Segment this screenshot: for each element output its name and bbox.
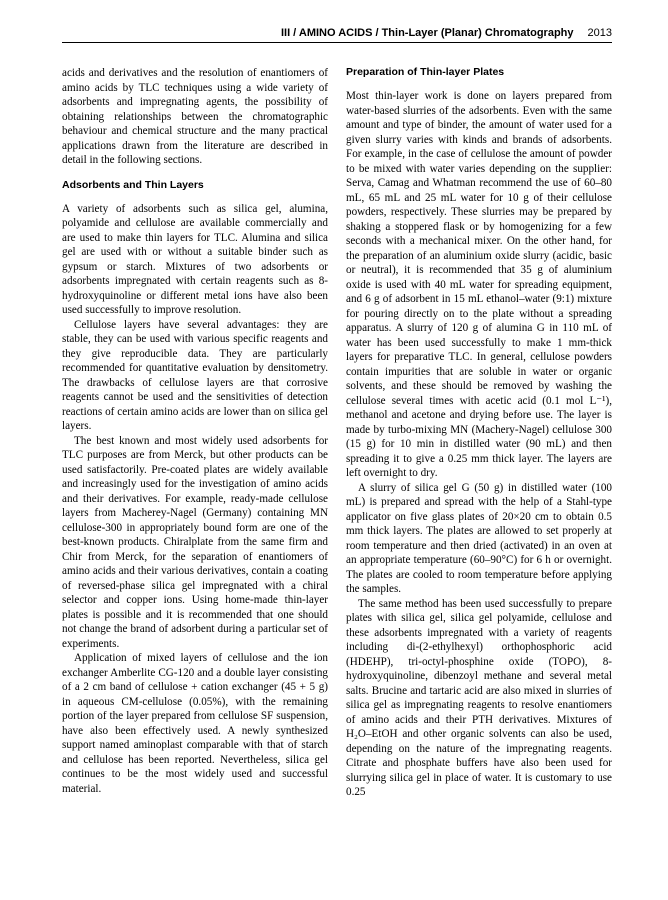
left-column [62, 66, 328, 796]
running-title: III / AMINO ACIDS / Thin-Layer (Planar) Chromatography [280, 27, 574, 39]
body-paragraph: A variety of adsorbents such as silica gel, alumina, polyamide and cellulose are available commercially and are used to make thin layers for TLC. Alumina and silica gel are used with or without a suitable binder such as gypsum or starch. Mixtures of two adsorbents or adsorbents impregnated with certain reagents such as 8-hydroxyquinoline or different metal ions have also been used successfully to improve resolution. [62, 202, 328, 316]
section-heading-preparation: Preparation of Thin-layer Plates [346, 66, 505, 78]
body-paragraph: Cellulose layers have several advantages: they are stable, they can be used with various specific reagents and they give reproducible data. They are particularly recommended for quantitative evaluation by densitometry. The drawbacks of cellulose layers are that corrosive reagents cannot be used and the sensitivities of detection reactions of certain amino acids are lower than on silica gel layers. [62, 318, 328, 432]
section-heading-adsorbents: Adsorbents and Thin Layers [62, 178, 204, 191]
body-paragraph: Application of mixed layers of cellulose and the ion exchanger Amberlite CG-120 and a double layer consisting of a 2 cm band of cellulose + cation exchanger (45 + 5 g) in aqueous CM-cellulose (0.05%), with the remaining portion of the layer prepared from cellulose SF suspension, have also been effectively used. A newly synthesized support named aminoplast comparable with that of starch and cellulose has been reported. Nevertheless, silica gel continues to be the most widely used and successful material. [62, 652, 328, 795]
page-number: 2013 [587, 27, 612, 39]
body-paragraph: The same method has been used successfully to prepare plates with silica gel, silica gel polyamide, cellulose and these adsorbents impregnated with a variety of reagents including di-(2-ethylhexyl) orthophosphoric acid (HDEHP), tri-octyl-phosphine oxide (TOPO), 8-hydroxyquinoline, dibenzoyl methane and several metal salts. Brucine and tartaric acid are also mixed in slurries of silica gel as impregnating reagents to resolve enantiomers of amino acids and their PTH derivatives. Mixtures of H₂O–EtOH and other organic solvents can also be used, depending on the nature of the impregnating reagents. Citrate and phosphate buffers have also been used for slurrying silica gel in place of water. It is customary to use 0.25 [346, 597, 612, 798]
body-paragraph: The best known and most widely used adsorbents for TLC purposes are from Merck, but other products can be used satisfactorily. Pre-coated plates are widely available and increasingly used for the investigation of amino acids and their derivatives. For example, ready-made cellulose layers from Macherey-Nagel (Germany) containing MN cellulose-300 in appropriately bound form are one of the best-known products. Chiralplate from the same firm and Chir from Merck, for the separation of enantiomers of amino acids and their various derivatives, contain a coating of reversed-phase silica gel impregnated with a chiral selector and copper ions. Using home-made thin-layer plates is possible and it is recommended that one should not change the brand of adsorbent during a particular set of experiments. [62, 434, 328, 650]
running-header [62, 26, 612, 43]
intro-paragraph: acids and derivatives and the resolution of enantiomers of amino acids by TLC techniques using a wide variety of adsorbents and impregnating agents, the possibility of obtaining relationships between the chromatographic behaviour and chemical structure and the many practical applications drawn from the literature are described in detail in the following sections. [62, 67, 328, 166]
right-column [346, 66, 612, 800]
body-paragraph: Most thin-layer work is done on layers prepared from water-based slurries of the adsorbents. Even with the same amount and type of binder, the amount of water used for a given slurry varies with kinds and brands of adsorbents. For example, in the case of cellulose the amount of powder to be mixed with water varies depending on the supplier: Serva, Camag and Whatman recommend the use of 60–80 mL, 65 mL and 25 mL water for 10 g of their cellulose powders, respectively. These slurries may be prepared by shaking a stoppered flask or by homogenizing for a few seconds with a mechanical mixer. On the other hand, for the preparation of an aluminium oxide slurry (acidic, basic or neutral), it is recommended that 35 g of aluminium oxide is used with 40 mL water for spreading equipment, and 6 g of adsorbent in 15 mL ethanol–water (9:1) mixture for pouring directly on to the plate without a spreading apparatus. A slurry of 120 g of alumina G in 110 mL of water has been used successfully to make 1 mm-thick layers for preparative TLC. In general, cellulose powders contain impurities that are soluble in water or organic solvents, and these should be removed by washing the cellulose several times with acetic acid (0.1 mol L⁻¹), methanol and acetone and drying before use. The layer is made by turbo-mixing MN (Machery-Nagel) cellulose 300 (15 g) for 10 min in distilled water (90 mL) and then spreading it to give a 0.25 mm thick layer. The layers are left overnight to dry. [346, 90, 612, 479]
body-paragraph: A slurry of silica gel G (50 g) in distilled water (100 mL) is prepared and spread with the help of a Stahl-type applicator on five glass plates of 20×20 cm to obtain 0.5 mm thick layers. The plates are allowed to set properly at room temperature and then dried (activated) in an oven at an appropriate temperature (60–90°C) for 6 h or overnight. The plates are cooled to room temperature before applying the samples. [346, 481, 612, 595]
